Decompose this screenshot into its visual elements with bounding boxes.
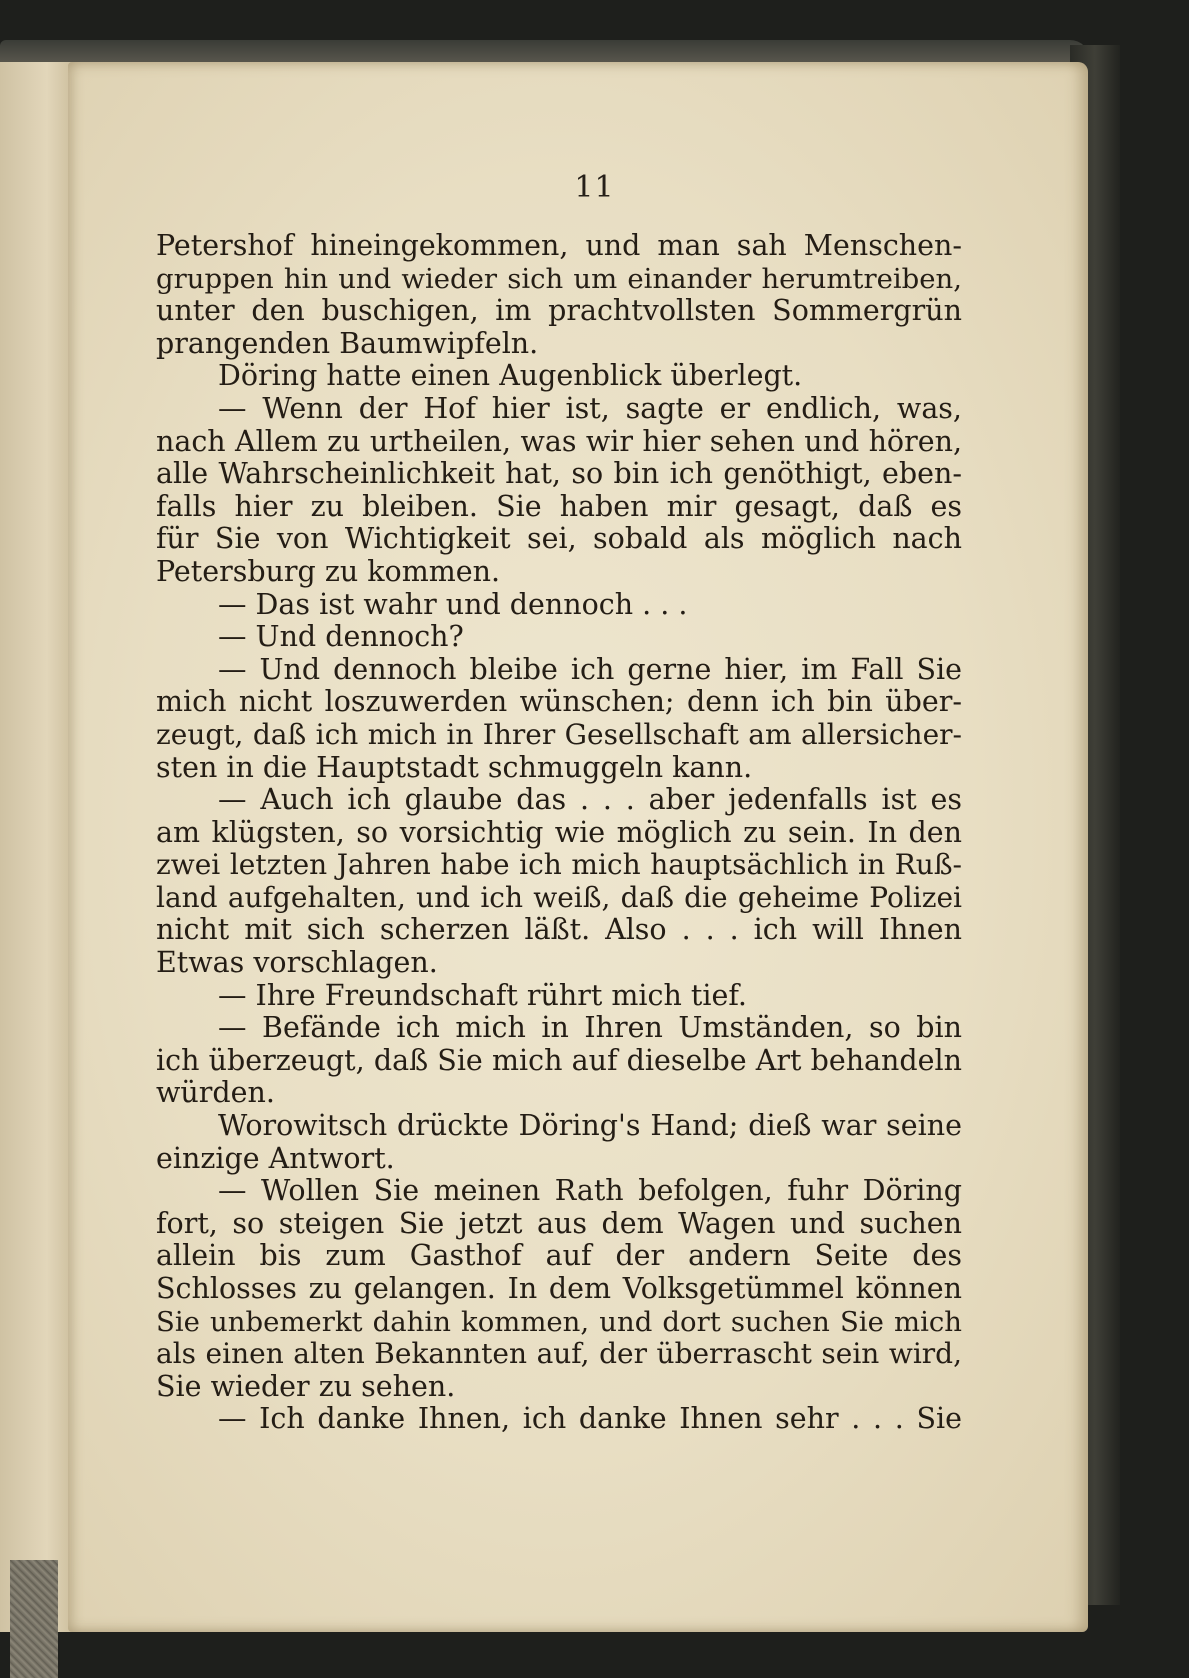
text-line: Sie wieder zu sehen.	[156, 1369, 456, 1403]
text-line: fort, so steigen Sie jetzt aus dem Wagen und suchen	[156, 1206, 962, 1240]
text-line: Etwas vorschlagen.	[156, 946, 438, 980]
text-line: Petershof hineingekommen, und man sah Menschen-	[156, 229, 962, 262]
text-line: gruppen hin und wieder sich um einander herumtreiben,	[156, 262, 962, 295]
text-line: — Und dennoch?	[218, 620, 464, 654]
text-line: für Sie von Wichtigkeit sei, sobald als möglich nach	[156, 522, 962, 556]
text-line: land aufgehalten, und ich weiß, daß die geheime Polizei	[156, 880, 962, 914]
text-line: — Ich danke Ihnen, ich danke Ihnen sehr . . . Sie	[218, 1402, 962, 1436]
text-line: würden.	[156, 1076, 275, 1110]
text-line: — Das ist wahr und dennoch . . .	[218, 587, 688, 621]
text-line: Schlosses zu gelangen. In dem Volksgetümmel können	[156, 1272, 962, 1305]
text-line: Petersburg zu kommen.	[156, 554, 501, 588]
text-line: — Und dennoch bleibe ich gerne hier, im Fall Sie	[218, 652, 962, 686]
text-line: allein bis zum Gasthof auf der andern Seite des	[156, 1239, 962, 1273]
text-line: Worowitsch drückte Döring's Hand; dieß war seine	[218, 1109, 962, 1143]
text-line: als einen alten Bekannten auf, der überrascht sein wird,	[156, 1337, 962, 1371]
text-line: — Auch ich glaube das . . . aber jedenfalls ist es	[218, 783, 962, 817]
text-line: prangenden Baumwipfeln.	[156, 326, 539, 360]
text-line: mich nicht loszuwerden wünschen; denn ich bin über-	[156, 685, 962, 719]
text-line: nach Allem zu urtheilen, was wir hier sehen und hören,	[156, 424, 962, 458]
text-line: nicht mit sich scherzen läßt. Also . . . ich will Ihnen	[156, 913, 962, 947]
page-text	[156, 230, 962, 1436]
text-line: alle Wahrscheinlichkeit hat, so bin ich genöthigt, eben-	[156, 457, 962, 491]
text-line: sten in die Hauptstadt schmuggeln kann.	[156, 750, 753, 784]
text-line: zeugt, daß ich mich in Ihrer Gesellschaft am allersicher-	[156, 717, 962, 751]
text-line: Sie unbemerkt dahin kommen, und dort suchen Sie mich	[156, 1305, 962, 1338]
text-line: ich überzeugt, daß Sie mich auf dieselbe Art behandeln	[156, 1043, 962, 1077]
text-line: — Wenn der Hof hier ist, sagte er endlich, was,	[218, 391, 962, 425]
page-number: 11	[574, 170, 615, 205]
text-line: zwei letzten Jahren habe ich mich hauptsächlich in Ruß-	[156, 848, 962, 882]
text-line: Döring hatte einen Augenblick überlegt.	[218, 359, 803, 393]
text-line: am klügsten, so vorsichtig wie möglich zu sein. In den	[156, 815, 962, 849]
bookmark-ribbon	[10, 1560, 58, 1678]
text-line: unter den buschigen, im prachtvollsten Sommergrün	[156, 294, 962, 328]
text-line: — Befände ich mich in Ihren Umständen, so bin	[218, 1011, 962, 1045]
text-line: — Ihre Freundschaft rührt mich tief.	[218, 978, 747, 1012]
text-line: falls hier zu bleiben. Sie haben mir gesagt, daß es	[156, 489, 962, 523]
text-line: einzige Antwort.	[156, 1141, 395, 1175]
text-line: — Wollen Sie meinen Rath befolgen, fuhr Döring	[218, 1174, 962, 1208]
